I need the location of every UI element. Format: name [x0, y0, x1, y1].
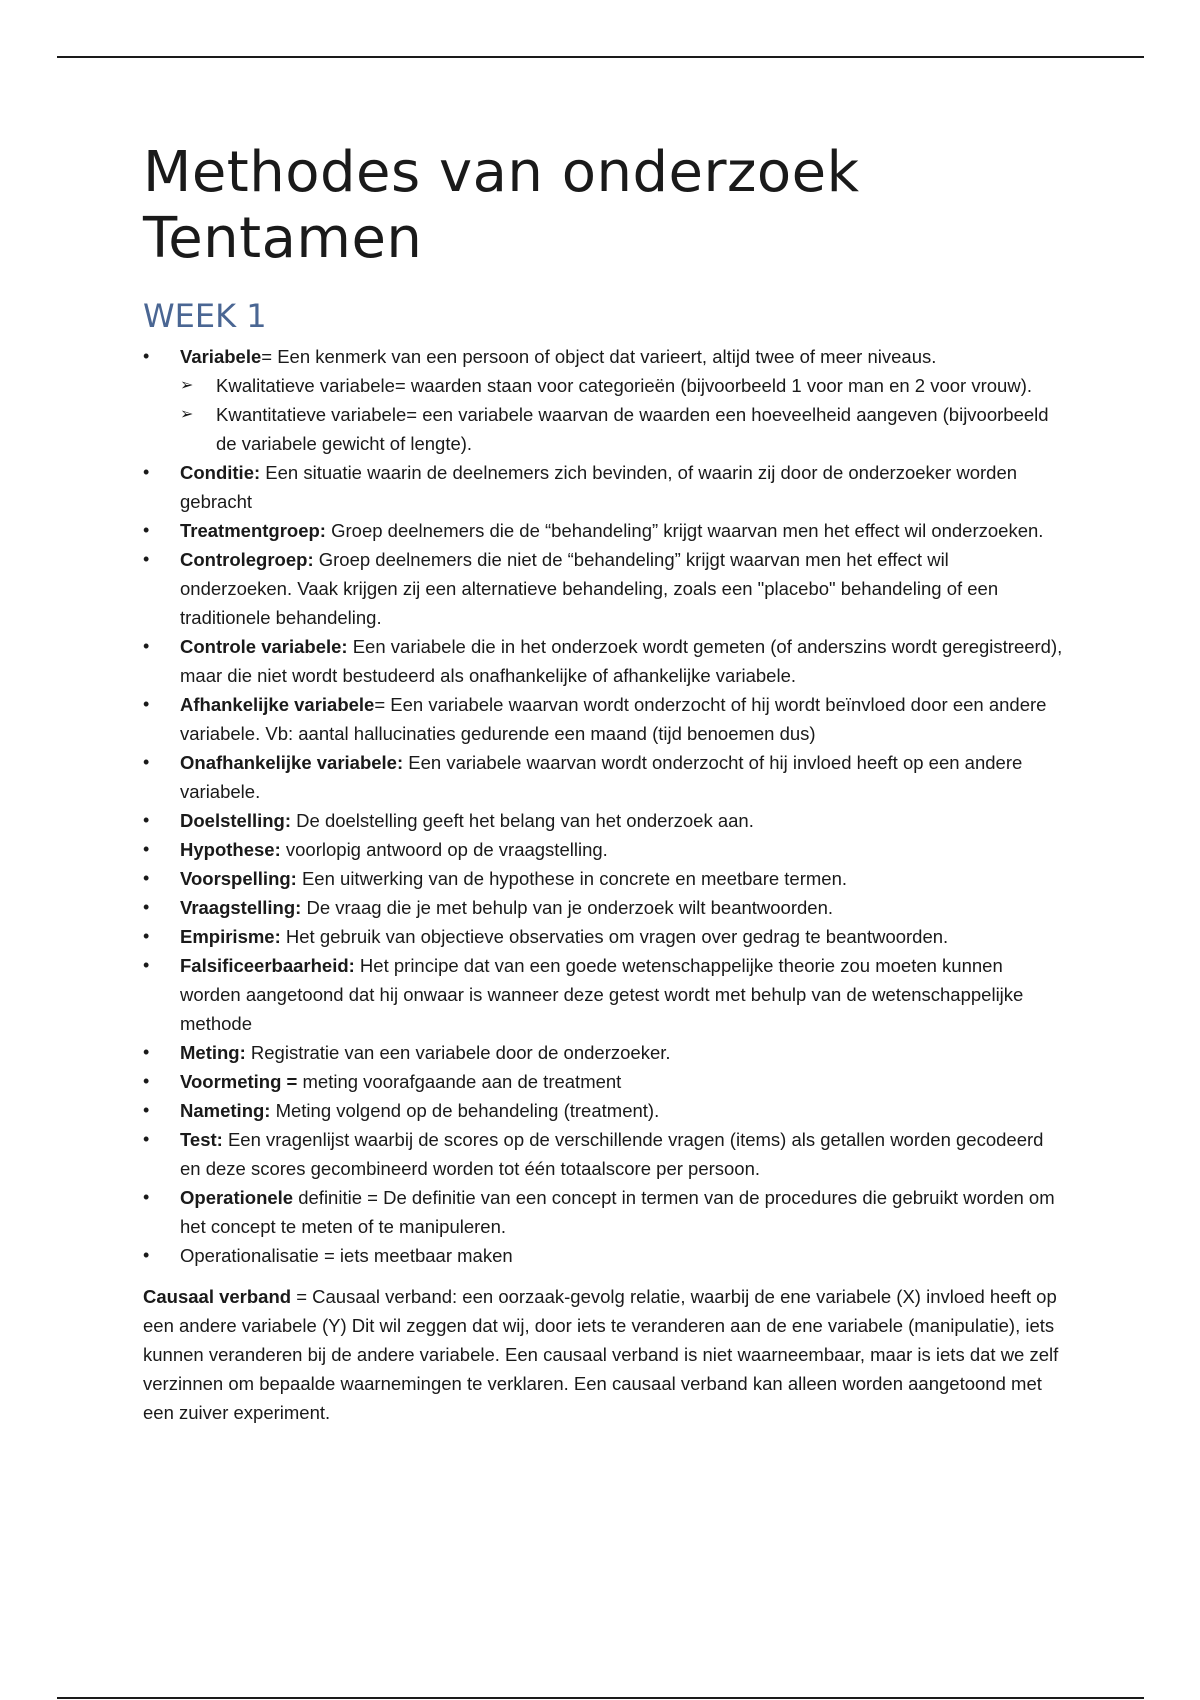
- term: Treatmentgroep:: [180, 520, 326, 541]
- list-item: [143, 806, 1063, 835]
- document-title: [143, 140, 1063, 272]
- bullet-icon: •: [143, 752, 150, 772]
- bullet-icon: •: [143, 346, 150, 366]
- top-horizontal-rule: [57, 56, 1144, 58]
- term: Variabele: [180, 346, 262, 367]
- definition: voorlopig antwoord op de vraagstelling.: [280, 839, 608, 860]
- term: Operationele: [180, 1187, 294, 1208]
- definition: Groep deelnemers die niet de “behandeling” krijgt waarvan men het effect wil onderzoeken. Vaak krijgen zij een alternatieve behandeling, zoals een "placebo" behandeling of een traditionele behandeling.: [180, 549, 999, 628]
- bullet-icon: •: [143, 520, 150, 540]
- arrow-bullet-icon: ➢: [180, 377, 194, 394]
- sub-definition: Kwalitatieve variabele= waarden staan voor categorieën (bijvoorbeeld 1 voor man en 2 voor vrouw).: [216, 375, 1032, 396]
- list-item: [143, 748, 1063, 806]
- bullet-icon: •: [143, 839, 150, 859]
- term: Test:: [180, 1129, 223, 1150]
- definition: Registratie van een variabele door de onderzoeker.: [245, 1042, 671, 1063]
- list-item: [143, 893, 1063, 922]
- list-item: [143, 1241, 1063, 1270]
- sub-definition: Kwantitatieve variabele= een variabele waarvan de waarden een hoeveelheid aangeven (bijvoorbeeld de variabele gewicht of lengte).: [216, 404, 1049, 454]
- definition: meting voorafgaande aan de treatment: [297, 1071, 622, 1092]
- list-item: [143, 922, 1063, 951]
- document-body: [143, 140, 1063, 1427]
- bullet-icon: •: [143, 810, 150, 830]
- term: Empirisme:: [180, 926, 281, 947]
- bullet-icon: •: [143, 955, 150, 975]
- definition: = Een variabele waarvan wordt onderzocht of hij wordt beïnvloed door een andere variabele. Vb: aantal hallucinaties gedurende een maand (tijd benoemen dus): [180, 694, 1047, 744]
- list-item: [143, 1038, 1063, 1067]
- bullet-icon: •: [143, 1071, 150, 1091]
- list-item: [143, 1067, 1063, 1096]
- definition: Een uitwerking van de hypothese in concrete en meetbare termen.: [296, 868, 848, 889]
- bullet-icon: •: [143, 897, 150, 917]
- bullet-icon: •: [143, 1129, 150, 1149]
- causal-term: Causaal verband: [143, 1286, 292, 1307]
- bottom-horizontal-rule: [57, 1697, 1144, 1699]
- causal-verband-paragraph: [143, 1282, 1063, 1427]
- list-item: [143, 545, 1063, 632]
- definition: Een variabele die in het onderzoek wordt gemeten (of anderszins wordt geregistreerd), maar die niet wordt bestudeerd als onafhankelijke of afhankelijke variabele.: [180, 636, 1063, 686]
- list-item: [143, 458, 1063, 516]
- term: Controle variabele:: [180, 636, 348, 657]
- term: Hypothese:: [180, 839, 281, 860]
- bullet-icon: •: [143, 462, 150, 482]
- term: Falsificeerbaarheid:: [180, 955, 355, 976]
- bullet-icon: •: [143, 1187, 150, 1207]
- term: Controlegroep:: [180, 549, 314, 570]
- term: Conditie:: [180, 462, 261, 483]
- definition: Het gebruik van objectieve observaties om vragen over gedrag te beantwoorden.: [280, 926, 949, 947]
- term: Vraagstelling:: [180, 897, 302, 918]
- list-item: [143, 1125, 1063, 1183]
- title-line-2: Tentamen: [143, 206, 423, 271]
- list-item: [143, 690, 1063, 748]
- definition: Meting volgend op de behandeling (treatment).: [270, 1100, 660, 1121]
- definitions-list: [143, 342, 1063, 1270]
- list-item: [143, 864, 1063, 893]
- definition: Een variabele waarvan wordt onderzocht of hij invloed heeft op een andere variabele.: [180, 752, 1023, 802]
- bullet-icon: •: [143, 868, 150, 888]
- list-item: [143, 1096, 1063, 1125]
- term: Onafhankelijke variabele:: [180, 752, 404, 773]
- sub-list-item: [180, 400, 1063, 458]
- list-item: [143, 1183, 1063, 1241]
- bullet-icon: •: [143, 1245, 150, 1265]
- sub-list-item: [180, 371, 1063, 400]
- definition: Operationalisatie = iets meetbaar maken: [180, 1245, 513, 1266]
- definition: Een situatie waarin de deelnemers zich bevinden, of waarin zij door de onderzoeker worden gebracht: [180, 462, 1018, 512]
- term: Meting:: [180, 1042, 246, 1063]
- list-item: [143, 835, 1063, 864]
- bullet-icon: •: [143, 1100, 150, 1120]
- term: Nameting:: [180, 1100, 271, 1121]
- list-item: [143, 342, 1063, 458]
- definition: Het principe dat van een goede wetenschappelijke theorie zou moeten kunnen worden aangetoond dat hij onwaar is wanneer deze getest wordt met behulp van de wetenschappelijke methode: [180, 955, 1024, 1034]
- title-line-1: Methodes van onderzoek: [143, 140, 860, 205]
- term: Voorspelling:: [180, 868, 297, 889]
- section-heading-week-1: WEEK 1: [143, 297, 267, 335]
- sub-list: [180, 371, 1063, 458]
- definition: De doelstelling geeft het belang van het onderzoek aan.: [291, 810, 754, 831]
- definition: Een vragenlijst waarbij de scores op de verschillende vragen (items) als getallen worden gecodeerd en deze scores gecombineerd worden tot één totaalscore per persoon.: [180, 1129, 1044, 1179]
- bullet-icon: •: [143, 926, 150, 946]
- definition: De vraag die je met behulp van je onderzoek wilt beantwoorden.: [301, 897, 834, 918]
- definition: = Een kenmerk van een persoon of object dat varieert, altijd twee of meer niveaus.: [261, 346, 937, 367]
- list-item: [143, 516, 1063, 545]
- list-item: [143, 632, 1063, 690]
- arrow-bullet-icon: ➢: [180, 406, 194, 423]
- bullet-icon: •: [143, 636, 150, 656]
- term: Voormeting =: [180, 1071, 298, 1092]
- definition: Groep deelnemers die de “behandeling” krijgt waarvan men het effect wil onderzoeken.: [325, 520, 1044, 541]
- definition: definitie = De definitie van een concept in termen van de procedures die gebruikt worden om het concept te meten of te manipuleren.: [180, 1187, 1055, 1237]
- bullet-icon: •: [143, 549, 150, 569]
- causal-definition: = Causaal verband: een oorzaak-gevolg relatie, waarbij de ene variabele (X) invloed heeft op een andere variabele (Y) Dit wil zeggen dat wij, door iets te veranderen aan de ene variabele (manipulatie), iets kunnen veranderen bij de andere variabele. Een causaal verband is niet waarneembaar, maar is iets dat we zelf verzinnen om bepaalde waarnemingen te verklaren. Een causaal verband kan alleen worden aangetoond met een zuiver experiment.: [143, 1286, 1059, 1423]
- term: Doelstelling:: [180, 810, 292, 831]
- list-item: [143, 951, 1063, 1038]
- bullet-icon: •: [143, 694, 150, 714]
- bullet-icon: •: [143, 1042, 150, 1062]
- term: Afhankelijke variabele: [180, 694, 375, 715]
